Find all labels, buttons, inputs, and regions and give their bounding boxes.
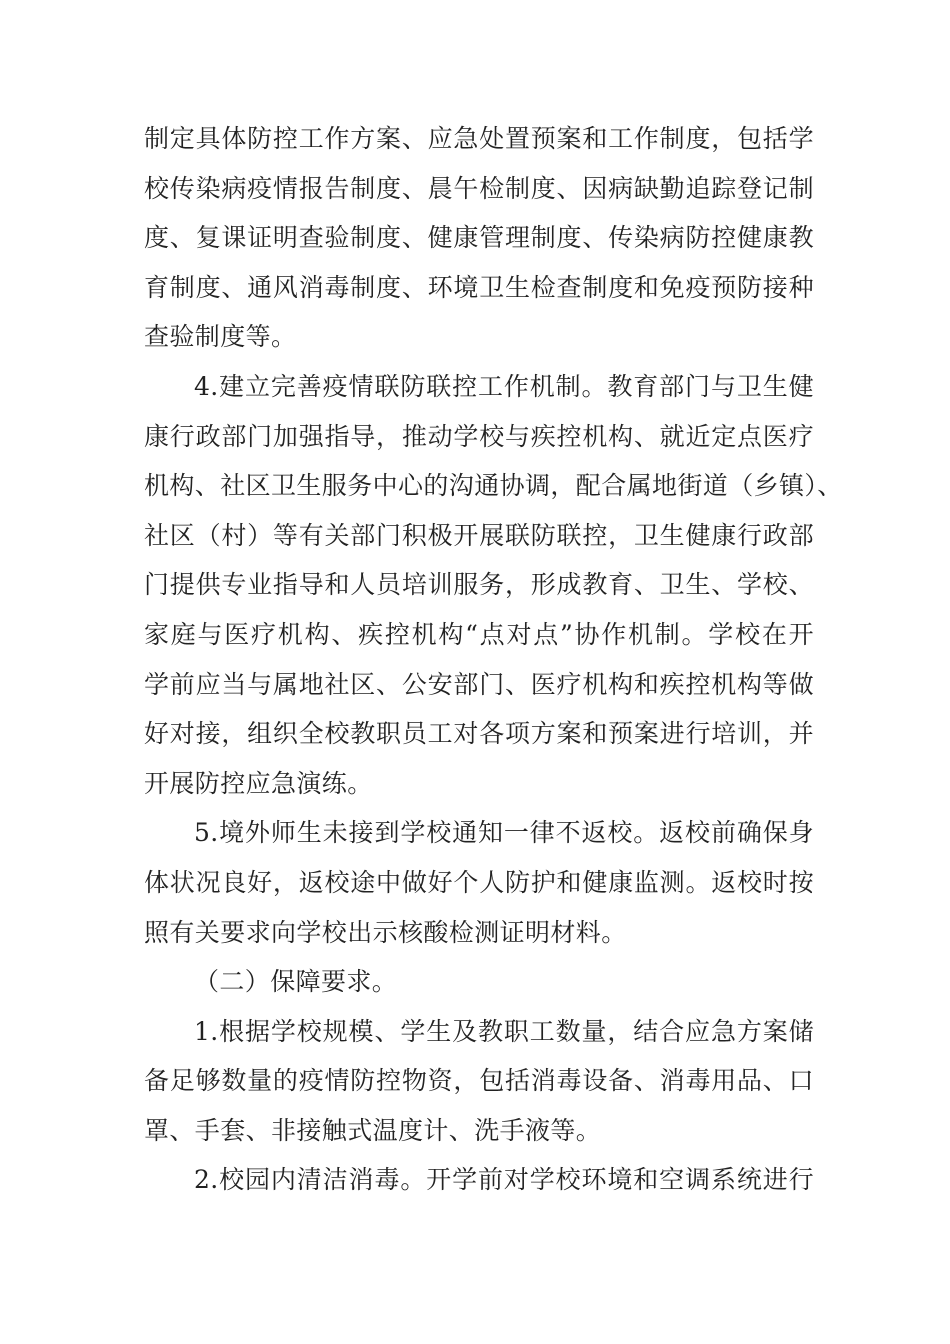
text-line: 备足够数量的疫情防控物资，包括消毒设备、消毒用品、口 [144,1066,814,1096]
text-line: 照有关要求向学校出示核酸检测证明材料。 [144,917,627,947]
text-line: 制定具体防控工作方案、应急处置预案和工作制度，包括学 [144,124,814,153]
text-line: 机构、社区卫生服务中心的沟通协调，配合属地街道（乡镇）、 [144,471,843,501]
text-line: 育制度、通风消毒制度、环境卫生检查制度和免疫预防接种 [144,272,814,302]
text-line: 学前应当与属地社区、公安部门、医疗机构和疾控机构等做 [144,669,814,699]
text-line: 度、复课证明查验制度、健康管理制度、传染病防控健康教 [144,223,814,253]
text-line: 门提供专业指导和人员培训服务，形成教育、卫生、学校、 [144,570,814,600]
text-line: 体状况良好，返校途中做好个人防护和健康监测。返校时按 [144,867,814,897]
text-line: 1.根据学校规模、学生及教职工数量，结合应急方案储 [194,1016,814,1046]
text-line: 罩、手套、非接触式温度计、洗手液等。 [144,1115,602,1145]
text-line: （二）保障要求。 [194,967,398,997]
text-line: 社区（村）等有关部门积极开展联防联控，卫生健康行政部 [144,520,814,550]
text-line: 开展防控应急演练。 [144,768,373,798]
text-line: 5.境外师生未接到学校通知一律不返校。返校前确保身 [194,818,814,848]
text-line: 2.校园内清洁消毒。开学前对学校环境和空调系统进行 [194,1165,814,1195]
text-line: 校传染病疫情报告制度、晨午检制度、因病缺勤追踪登记制 [144,173,814,203]
text-line: 查验制度等。 [144,322,297,352]
text-line: 家庭与医疗机构、疾控机构“点对点”协作机制。学校在开 [144,619,814,649]
document-body [144,114,843,1205]
text-line: 康行政部门加强指导，推动学校与疾控机构、就近定点医疗 [144,421,814,451]
text-line: 4.建立完善疫情联防联控工作机制。教育部门与卫生健 [194,371,814,401]
text-line: 好对接，组织全校教职员工对各项方案和预案进行培训，并 [144,719,814,749]
